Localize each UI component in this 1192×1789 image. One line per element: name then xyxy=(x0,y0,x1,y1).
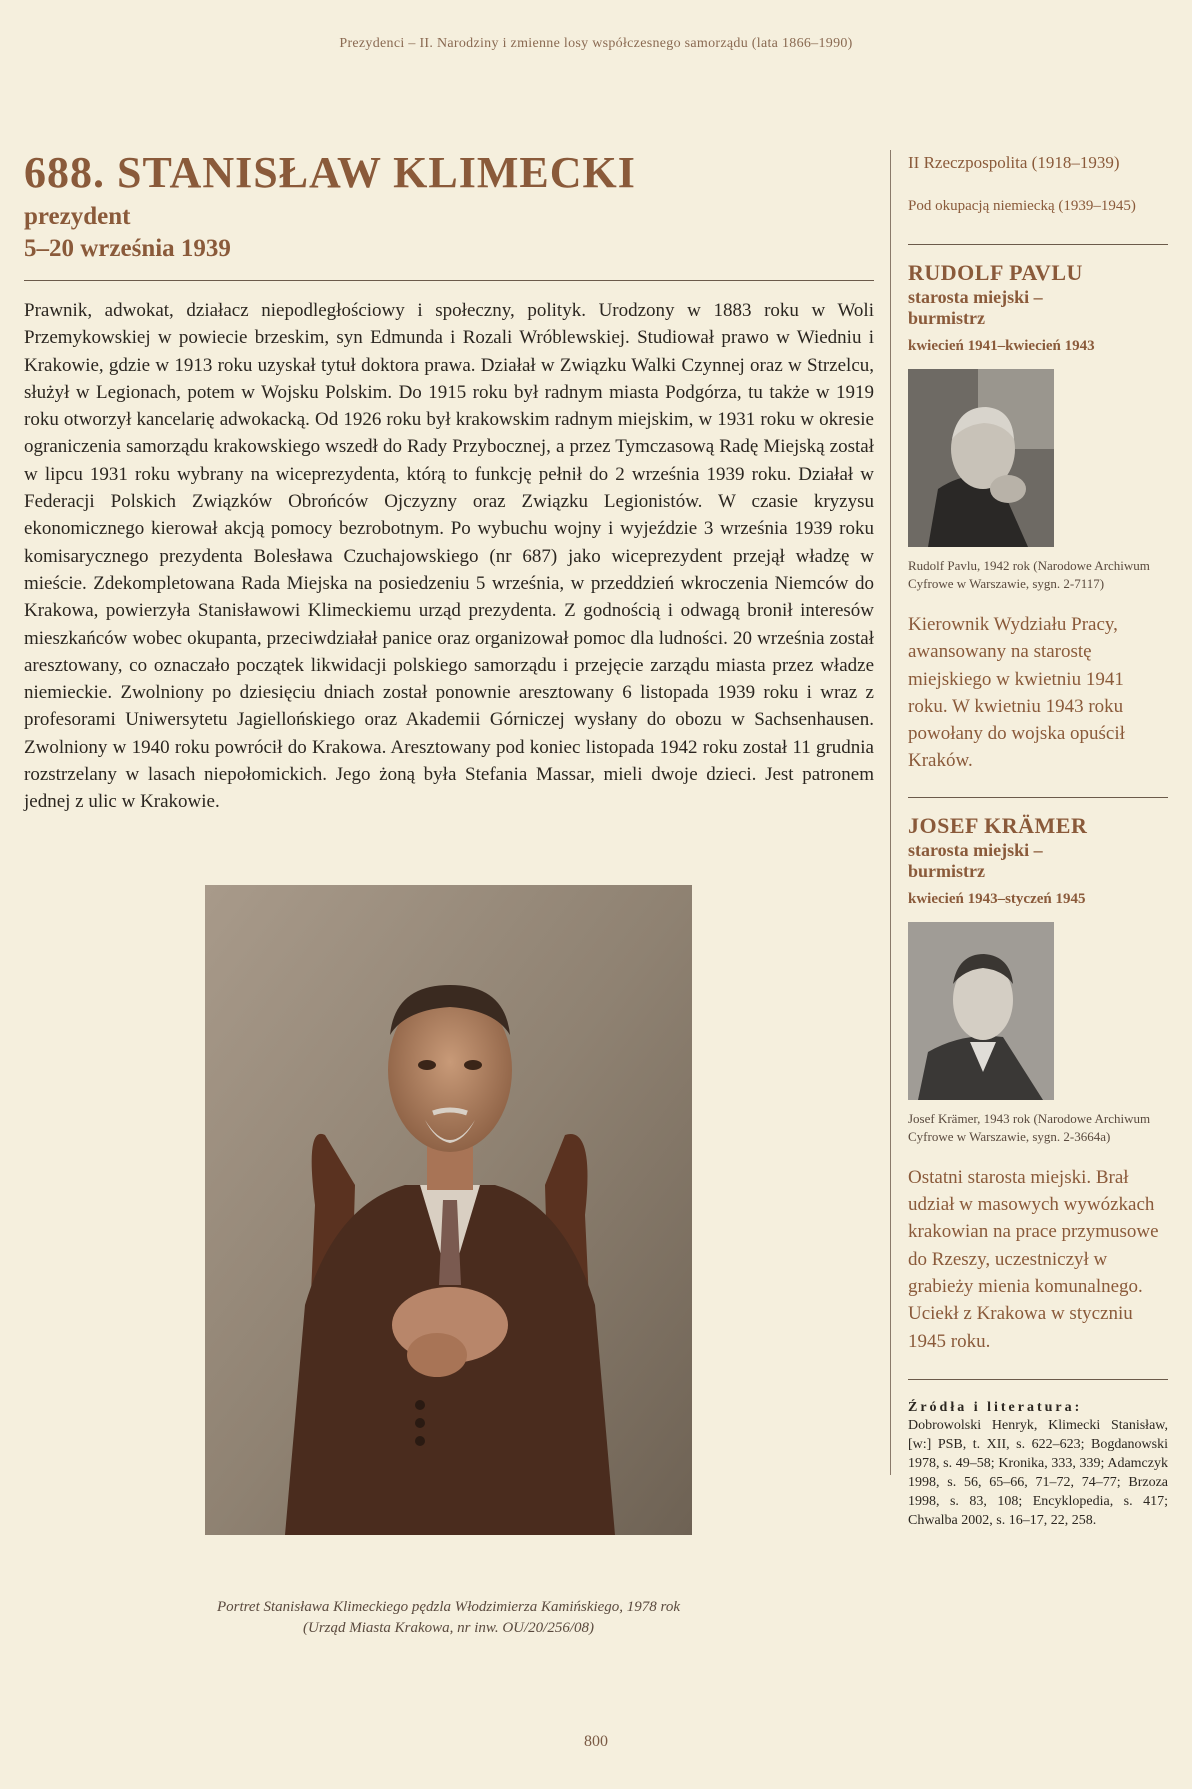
person-description: Kierownik Wydziału Pracy, awansowany na starostę miejskiego w kwietniu 1941 roku. W kwietniu 1943 roku powołany do wojska opuścił Kraków. xyxy=(908,614,1125,772)
entry-role: prezydent xyxy=(24,203,131,230)
sidebar-divider xyxy=(908,797,1168,798)
person-role: starosta miejski – burmistrz xyxy=(908,287,1043,328)
sidebar xyxy=(908,150,1168,1530)
main-entry xyxy=(24,150,874,816)
title-divider xyxy=(24,280,874,281)
entry-title: 688. STANISŁAW KLIMECKI xyxy=(24,148,636,197)
entry-biography: Prawnik, adwokat, działacz niepodległościowy i społeczny, polityk. Urodzony w 1883 roku w Woli Przemykowskiej w powiecie brzeskim, syn Edmunda i Rozali Wróblewskiej. Studiował prawo w Wiedniu i Krakowie, gdzie w 1913 roku uzyskał tytuł doktora prawa. Działał w Związku Walki Czynnej oraz w Strzelcu, służył w Legionach, potem w Wojsku Polskim. Do 1915 roku był radnym miasta Podgórza, tu także w 1919 roku otworzył kancelarię adwokacką. Od 1926 roku był krakowskim radnym miejskim, w 1931 roku w okresie ograniczenia samorządu krakowskiego wszedł do Rady Przybocznej, a przez Tymczasową Radę Miejską został w lipcu 1931 roku wybrany na wiceprezydenta, którą to funkcję pełnił do 2 września 1939 roku. Działał w Federacji Polskich Związków Obrońców Ojczyzny oraz Związku Legionistów. W czasie kryzysu ekonomicznego kierował akcją pomocy bezrobotnym. Po wybuchu wojny i wyjeździe 3 września 1939 roku komisarycznego prezydenta Bolesława Czuchajowskiego (nr 687) jako wiceprezydent przejął władzę w mieście. Zdekompletowana Rada Miejska na posiedzeniu 5 września, w przeddzień wkroczenia Niemców do Krakowa, powierzyła Stanisławowi Klimeckiemu urząd prezydenta. Z godnością i odwagą bronił interesów mieszkańców wobec okupanta, przeciwdziałał panice oraz organizował pomoc dla ludności. 20 września został aresztowany, co oznaczało początek likwidacji polskiego samorządu i przejęcie zarządu miasta przez władze niemieckie. Zwolniony po dziesięciu dniach został ponownie aresztowany 6 listopada 1939 roku i wraz z profesorami Uniwersytetu Jagiellońskiego oraz Akademii Górniczej wysłany do obozu w Sachsenhausen. Zwolniony w 1940 roku powrócił do Krakowa. Aresztowany pod koniec listopada 1942 roku został 11 grudnia rozstrzelany w lasach niepołomickich. Jego żoną była Stefania Massar, mieli dwoje dzieci. Jest patronem jednej z ulic w Krakowie. xyxy=(24,300,874,813)
era-heading: II Rzeczpospolita (1918–1939) xyxy=(908,153,1120,172)
portrait-caption-line-2: (Urząd Miasta Krakowa, nr inw. OU/20/256/08) xyxy=(303,1620,594,1636)
person-role: starosta miejski – burmistrz xyxy=(908,839,1043,881)
person-pavlu xyxy=(908,259,1168,775)
column-divider xyxy=(890,150,891,1475)
portrait-caption-line-1: Portret Stanisława Klimeckiego pędzla Włodzimierza Kamińskiego, 1978 rok xyxy=(216,1599,680,1615)
person-term: kwiecień 1941–kwiecień 1943 xyxy=(908,338,1095,354)
person-term: kwiecień 1943–styczeń 1945 xyxy=(908,890,1086,907)
person-kramer xyxy=(908,812,1168,1355)
person-photo xyxy=(908,922,1054,1100)
era-subheading: Pod okupacją niemiecką (1939–1945) xyxy=(908,198,1136,214)
portrait-caption xyxy=(150,1597,747,1639)
portrait-painting xyxy=(205,885,692,1535)
person-name: RUDOLF PAVLU xyxy=(908,260,1083,285)
sidebar-divider xyxy=(908,244,1168,245)
page-number: 800 xyxy=(584,1733,608,1750)
person-photo xyxy=(908,369,1054,547)
person-photo-caption: Rudolf Pavlu, 1942 rok (Narodowe Archiwum Cyfrowe w Warszawie, sygn. 2-7117) xyxy=(908,558,1150,591)
running-header: Prezydenci – II. Narodziny i zmienne losy współczesnego samorządu (lata 1866–1990) xyxy=(339,36,853,51)
sidebar-divider xyxy=(908,1379,1168,1380)
sources-text: Dobrowolski Henryk, Klimecki Stanisław, [w:] PSB, t. XII, s. 622–623; Bogdanowski 1978, s. 49–58; Kronika, 333, 339; Adamczyk 1998, s. 56, 65–66, 71–72, 74–77; Brzoza 1998, s. 83, 108; Encyklopedia, s. 417; Chwalba 2002, s. 16–17, 22, 258. xyxy=(908,1417,1168,1528)
entry-term: 5–20 września 1939 xyxy=(24,235,231,262)
person-name: JOSEF KRÄMER xyxy=(908,812,1088,838)
sources-title: Źródła i literatura: xyxy=(908,1399,1083,1415)
person-description: Ostatni starosta miejski. Brał udział w masowych wywózkach krakowian na prace przymusowe do Rzeszy, uczestniczył w grabieży mienia komunalnego. Uciekł z Krakowa w styczniu 1945 roku. xyxy=(908,1166,1159,1352)
person-photo-caption: Josef Krämer, 1943 rok (Narodowe Archiwum Cyfrowe w Warszawie, sygn. 2-3664a) xyxy=(908,1110,1151,1144)
